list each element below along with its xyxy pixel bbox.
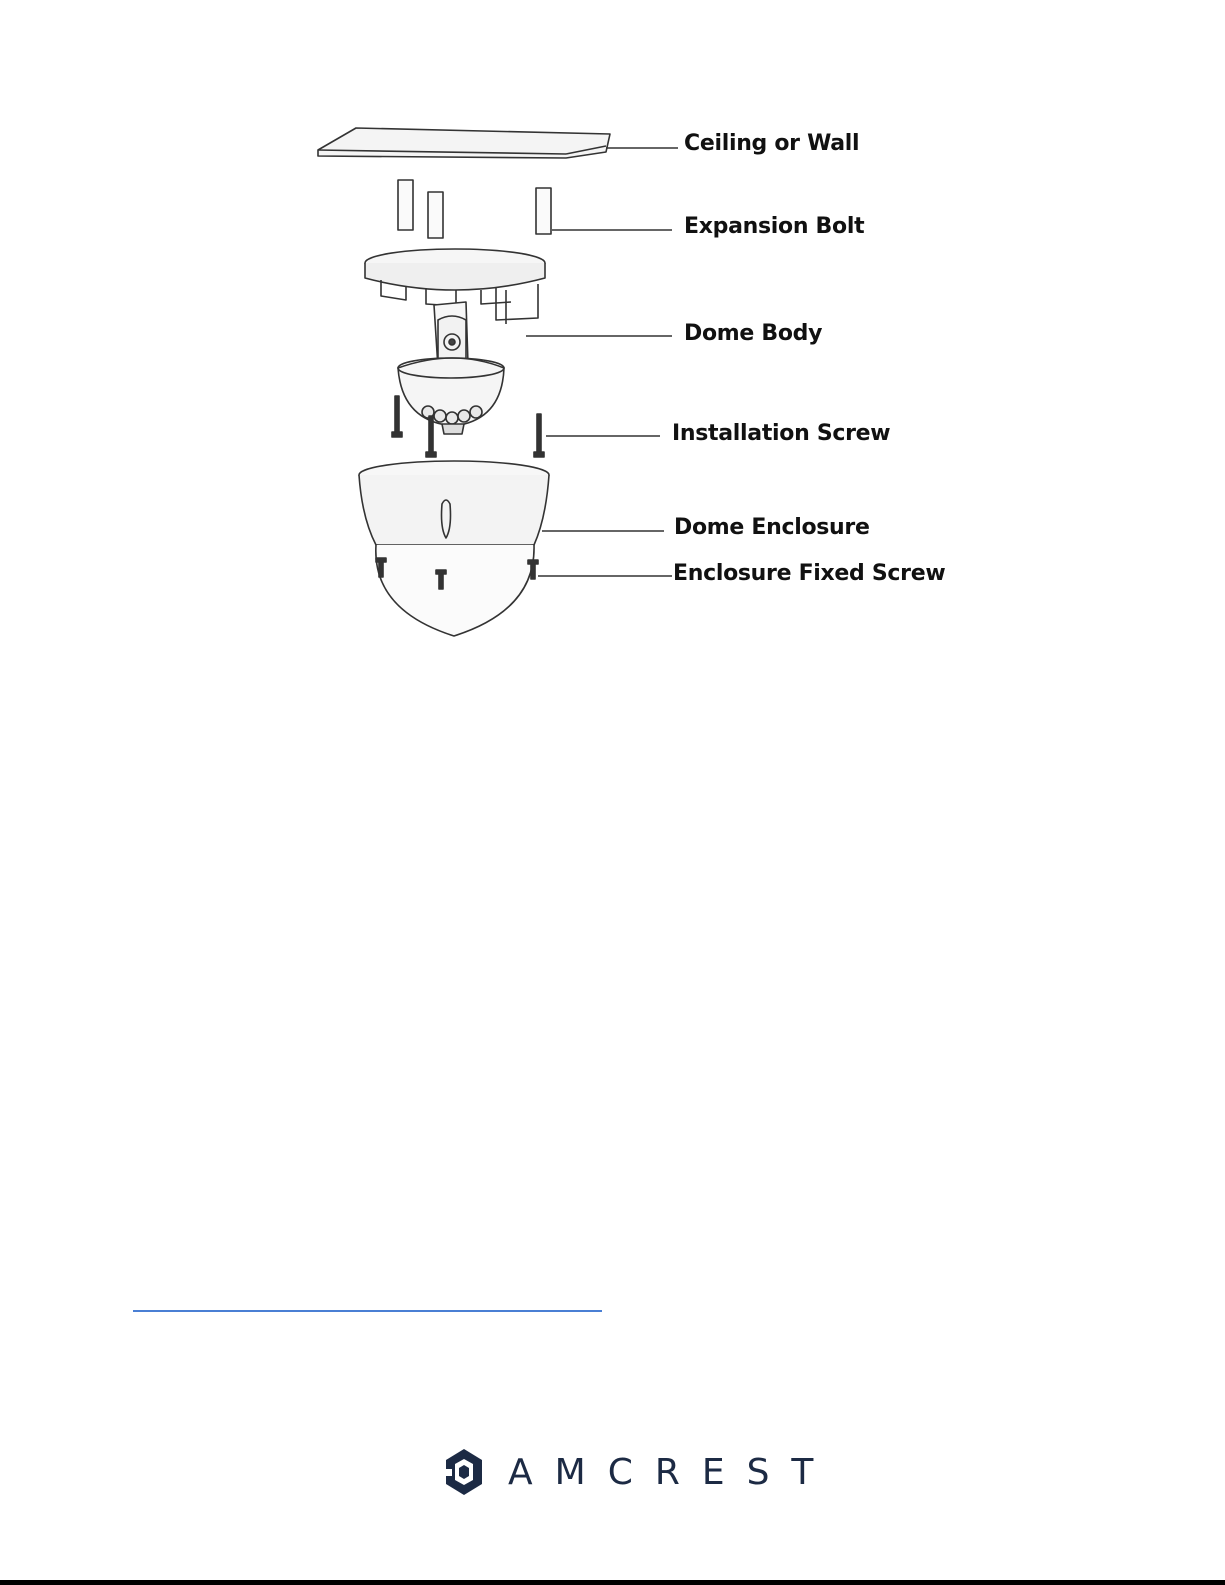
label-installation-screw: Installation Screw: [672, 421, 891, 446]
footnote-separator: [133, 1310, 602, 1312]
exploded-dome-camera-diagram: [306, 120, 946, 650]
ceiling-plate: [318, 128, 610, 158]
expansion-bolts: [398, 180, 551, 238]
brand-wordmark: AMCREST: [508, 1451, 836, 1493]
label-dome-enclosure: Dome Enclosure: [674, 515, 870, 540]
brand-footer: [444, 1446, 835, 1498]
label-enclosure-fixed-screw: Enclosure Fixed Screw: [673, 561, 946, 586]
dome-enclosure: [359, 461, 549, 636]
amcrest-hexagon-logo-icon: [444, 1447, 484, 1497]
label-expansion-bolt: Expansion Bolt: [684, 214, 865, 239]
label-ceiling-or-wall: Ceiling or Wall: [684, 131, 860, 156]
bottom-page-rule: [0, 1580, 1225, 1585]
label-dome-body: Dome Body: [684, 321, 823, 346]
dome-body: [398, 302, 504, 434]
